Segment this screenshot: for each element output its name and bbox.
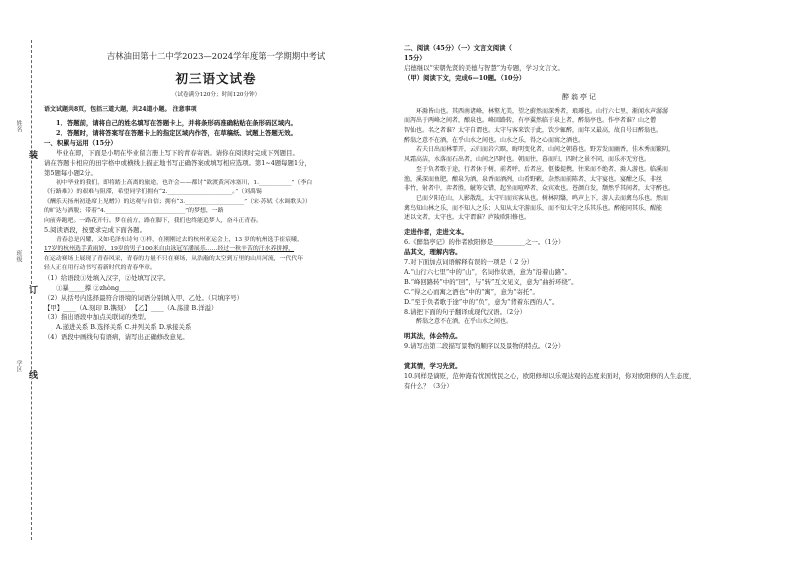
passage-line-2: 《行路难》）的艰难与阻滞，希望同学们拥有“2.______________________。”（刘禹锡 — [44, 189, 262, 196]
question-7: 7.对下面加点词语解释有误的一项是（ 2 分） — [404, 257, 534, 266]
q5-sub-3-options: A.递进关系 B.选择关系 C.并列关系 D.承接关系 — [56, 323, 192, 332]
question-8: 8.请把下面的句子翻译成现代汉语。（2分） — [404, 307, 526, 316]
instruction-line-1: 请在答题卡相应的田字格中或横线上描正地书写正确答案或填写相应选项。第1~4题每题1分， — [44, 159, 311, 168]
passage-title: 醉翁亭记 — [562, 92, 598, 101]
passage-line: 渔，溪深而鱼肥，酿泉为酒，泉香而酒洌，山肴野蔌，杂然而前陈者，太守宴也。宴酣之乐，非丝 — [404, 175, 663, 183]
q5-sub-1-blanks[interactable]: ①暴_____撑 ②zhòng_____ — [56, 283, 136, 292]
notice-1: 1．答题前，请将自己的姓名填写在答题卡上，并将条形码准确粘贴在条形码区域内。 — [56, 119, 297, 128]
passage-line: 若夫日出而林霏开，云归而岩穴暝，晦明变化者，山间之朝暮也。野芳发而幽香，佳木秀而繁阴， — [416, 146, 675, 154]
label-district: 学区 — [15, 360, 22, 372]
section-two-heading: 二、阅读（45分）（一）文言文阅读（ — [404, 44, 512, 52]
exam-title: 初三语文试卷 — [175, 71, 257, 87]
subhead-content: 品其文，理解内容。 — [404, 248, 462, 256]
intro-line: 毕业在即，下面是小明在毕业留言册上写下的青春寄语。请你在阅读时完成下列题目。 — [56, 149, 299, 158]
q5-sub-1: （1）给语段①处填入汉字，②处填写汉字。 — [44, 273, 170, 282]
question-6[interactable]: 6.《醉翁亭记》的作者欧阳修是__________之一。（1分） — [404, 238, 565, 247]
passage-line: 环滁皆山也。其西南诸峰，林壑尤美，望之蔚然而深秀者，琅琊也。山行六七里，渐闻水声潺潺 — [416, 107, 669, 115]
reading-instruction: （甲）阅读下文，完成6—10题。（10分） — [404, 73, 526, 82]
q7-option-b[interactable]: B.“峰回路转”中的“回”，与“转”互文见义，意为“曲折环绕”。 — [404, 277, 578, 286]
q7-option-c[interactable]: C.“得之心而寓之酒也”中的“寓”，意为“寄托”。 — [404, 287, 539, 296]
label-class: 班级 — [15, 250, 22, 262]
q5-sub-4: （4）语段中画线句有语病，请写出正确修改意见。 — [44, 333, 189, 342]
passage-line-3: 《酬乐天扬州初逢席上见赠》）的达观与自信；拥有“3.____________________”（宋·苏轼《水调歌头》） — [44, 198, 311, 205]
exam-instruction: 语文试题共8页，包括三道大题，共24道小题。 注意事项 — [44, 106, 197, 114]
q8-sentence: 醉翁之意不在酒，在乎山水之间也。 — [416, 318, 513, 326]
reading-intro: 启德继以“宋朝先贤的美德与智慧”为专题，学习文言文。 — [404, 63, 564, 72]
passage-line: 醉翁之意不在酒，在乎山水之间也。山水之乐，得之心而寓之酒也。 — [404, 136, 585, 144]
q5-passage-4: 轻人正在用行动书写着新时代的青春华章。 — [44, 265, 156, 272]
question-5-heading: 5.阅读语段，按要求完成下面各题。 — [44, 226, 146, 235]
exam-meta: （试卷满分120分；时间120分钟） — [171, 92, 261, 99]
label-name: 姓名 — [15, 120, 22, 132]
passage-line: 述以文者，太守也。太守谓谁？庐陵欧阳修也。 — [404, 214, 531, 222]
subhead-method: 明其法，体会特点。 — [404, 332, 462, 341]
subhead-author: 走进作者，走进文本。 — [404, 228, 468, 237]
q5-sub-2-blanks[interactable]: 【甲】____（A.刻印 B.镌刻） 【乙】____（A.荡漾 B.洋溢） — [44, 303, 218, 312]
right-column — [404, 0, 756, 392]
question-9: 9.请写出第二段描写景物的顺序以及景物的特点。（2分） — [404, 342, 565, 351]
q5-passage-2: 17岁的杭州选手黄雨婷、19岁的男子100米自由泳冠军潘展乐……经过一秋辛苦的汗水养拼搏， — [44, 246, 295, 253]
q7-option-d[interactable]: D.“至于负者歌于途”中的“负”，意为“背着东西的人”。 — [404, 297, 559, 306]
cut-mark-xian: 线 — [27, 370, 37, 379]
question-10-line-1: 10.同样是谪贬，范仲淹有忧国忧民之心，欧阳修却以乐观达观的态度来面对，你对欧阳修的人生态度， — [404, 371, 696, 380]
q5-sub-2: （2）从括号内选择最符合语境的词语分别填入甲、乙处。（只填序号） — [44, 293, 243, 302]
passage-line: 而泻出于两峰之间者，酿泉也。峰回路转，有亭翼然临于泉上者，醉翁亭也。作亭者谁？山之僧 — [404, 117, 657, 125]
cut-mark-ding: 订 — [27, 285, 37, 294]
exam-school-line: 吉林油田第十二中学2023—2024学年度第一学期期中考试 — [106, 51, 326, 61]
passage-line-5: 向前奔跑吧。一路花开行。梦在前方，路在脚下，我们也终能追梦人，奋斗正青春。 — [44, 217, 262, 224]
passage-body — [404, 107, 756, 224]
passage-line: 风霜高洁，水落而石出者，山间之四时也。朝而往，暮而归，四时之景不同，而乐亦无穷也。 — [404, 156, 651, 164]
subhead-appreciate: 赏其情，学习先贤。 — [404, 362, 462, 371]
passage-line: 非竹，射者中，弈者胜，觥筹交错，起坐而喧哗者，众宾欢也。苍颜白发，颓然乎其间者，太守醉也。 — [404, 185, 675, 193]
question-10-line-2: 有什么？（3分） — [404, 381, 453, 390]
binding-margin — [0, 0, 40, 561]
passage-line: 智仙也。名之者谁？太守自谓也。太守与客来饮于此，饮少辄醉，而年又最高，故自号曰醉翁也。 — [404, 126, 663, 134]
section-one-heading: 一、积累与运用（15分） — [44, 139, 117, 148]
q7-option-a[interactable]: A.“山行六七里”中的“山”，名词作状语，意为“沿着山路”。 — [404, 267, 571, 276]
q5-passage-3: 在运动赛场上展现了青春风采，青春的力量不只在赛场，从浩瀚的太空到万里的山川河流，一代代年 — [44, 255, 304, 262]
q5-sub-3: （3）指出语段中加点关联词的类型。 — [44, 313, 151, 322]
passage-line: 已而夕阳在山，人影散乱，太守归而宾客从也。树林阴翳，鸣声上下，游人去而禽鸟乐也。然而 — [416, 195, 669, 202]
instruction-line-2: 第5题每小题2分。 — [44, 168, 97, 177]
cut-mark-zhuang: 装 — [27, 150, 37, 159]
passage-line-4: 的旷达与洒脱；带着“4.___________________________”的梦想，一路 — [44, 208, 224, 215]
passage-line: 禽鸟知山林之乐，而不知人之乐；人知从太守游而乐，而不知太守之乐其乐也。醉能同其乐，醒能 — [404, 204, 663, 212]
notice-2: 2．答题时，请将答案写在答题卡上的指定区域内作答，在草稿纸、试题上答题无效。 — [56, 129, 297, 138]
left-column — [44, 0, 388, 343]
passage-line: 至于负者歌于途，行者休于树，前者呼，后者应，伛偻提携，往来而不绝者，滁人游也。临溪而 — [416, 165, 669, 173]
q5-passage-1: 青春总是闪耀，又如毛泽东诗句 ①样，在刚刚过去的杭州亚运会上，13 岁的杭州选手崔宸曦、 — [56, 236, 303, 243]
passage-line-1: 初中毕业的我们，即将踏上高离的旅途，也许会——都讨“欲渡黄河冰塞川，1.___________”（李白 — [56, 179, 313, 186]
section-two-score: 15分） — [404, 53, 426, 62]
